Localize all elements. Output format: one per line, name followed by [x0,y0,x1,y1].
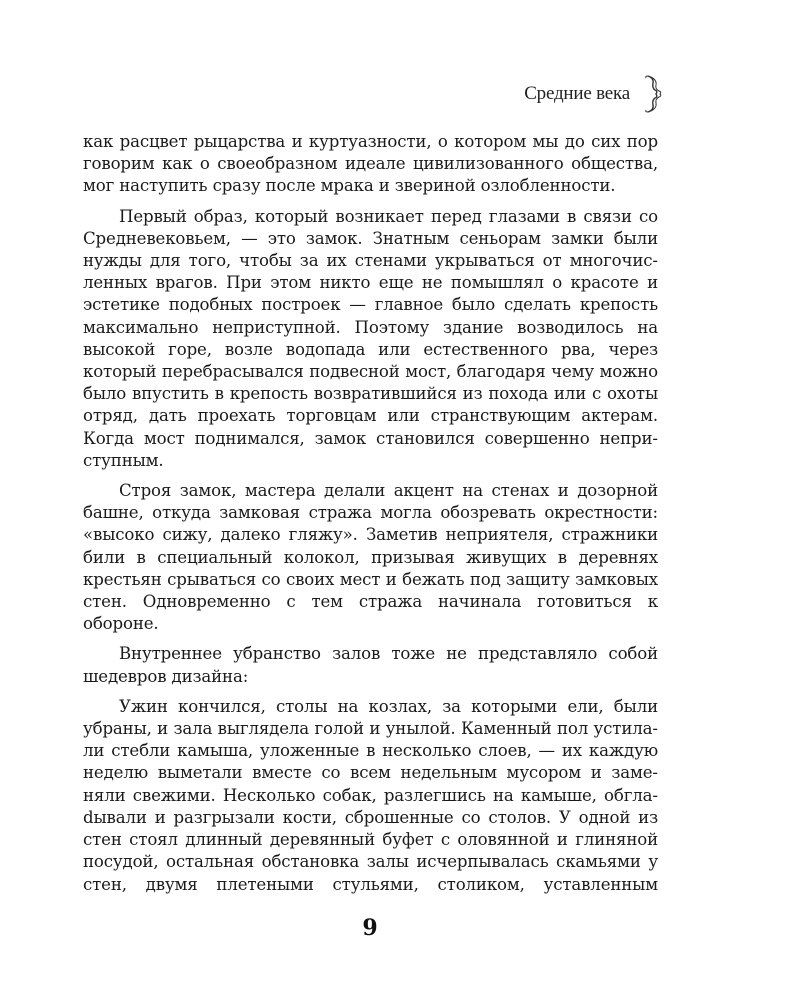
paragraph-4: Внутреннее убранство залов тоже не представляло собой шедевров дизайна: [83,644,658,686]
paragraph-1: как расцвет рыцарства и куртуазности, о котором мы до сих пор говорим как о своеобразном идеале цивилизованного общества, мог наступить сразу после мрака и звериной озлобленности. [83,132,658,196]
paragraph-3: Строя замок, мастера делали акцент на стенах и дозорной башне, откуда замковая стража могла обозревать окрестности: «высоко сижу, далеко гляжу». Заметив неприятеля, стражники били в специальный колокол, призывая живущих в деревнях крестьян срываться со своих мест и бежать под защиту замковых стен. Одновременно с тем стража начинала готовиться к обороне. [83,481,658,634]
decorative-bracket-ornament-icon [642,74,666,114]
paragraph-2: Первый образ, который возникает перед глазами в связи со Средневековьем, — это замок. Знатным сеньорам замки были нужды для того, чтобы за их стенами укрываться от многочисленных врагов. При этом никто еще не помышлял о красоте и эстетике подобных построек — главное было сделать крепость максимально неприступной. Поэтому здание возводилось на высокой горе, возле водопада или естественного рва, через который перебрасывался подвесной мост, благодаря чему можно было впустить в крепость возвратившийся из похода или с охоты отряд, дать проехать торговцам или странствующим актерам. Когда мост поднимался, замок становился совершенно неприступным. [83,206,658,470]
page-number: 9 [362,915,378,941]
running-head [524,74,666,114]
paragraph-5-quote: Ужин кончился, столы на козлах, за которыми ели, были убраны, и зала выглядела голой и унылой. Каменный пол устилали стебли камыша, уложенные в несколько слоев, — их каждую неделю выметали вместе со всем недельным мусором и заменяли свежими. Несколько собак, разлегшись на камыше, обглаdывали и разгрызали кости, сброшенные со столов. У одной из стен стоял длинный деревянный буфет с оловянной и глиняной посудой, остальная обстановка залы исчерпывалась скамьями у стен, двумя плетеными стульями, столиком, уставленным [83,696,658,894]
body-text [83,131,658,896]
running-head-title: Средние века [524,83,630,104]
